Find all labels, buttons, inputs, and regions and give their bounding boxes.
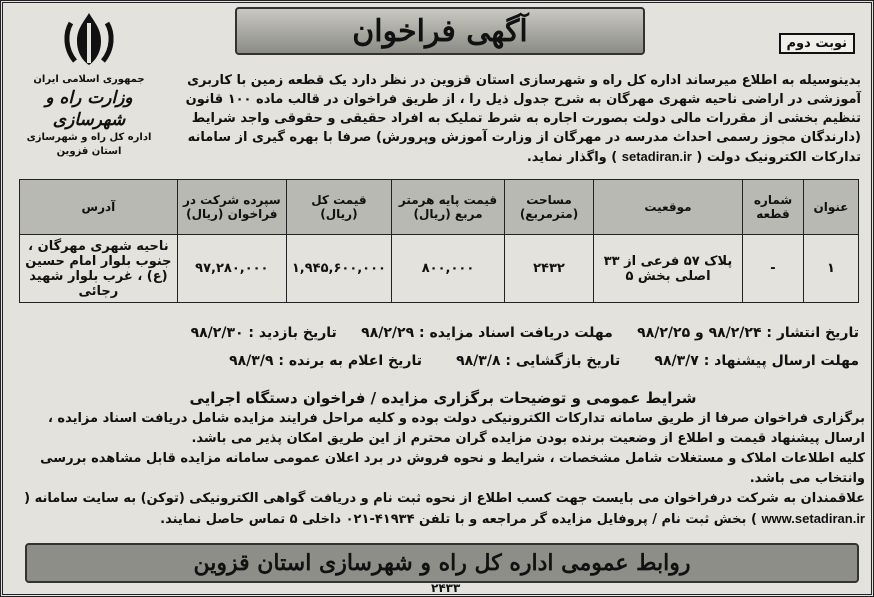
logo-country-text: جمهوری اسلامی ایران bbox=[33, 74, 145, 85]
ministry-logo bbox=[21, 9, 157, 157]
cell-location: پلاک ۵۷ فرعی از ۳۳ اصلی بخش ۵ bbox=[594, 235, 743, 303]
iran-emblem-icon bbox=[61, 9, 117, 69]
logo-office-text: اداره کل راه و شهرسازی استان قزوین bbox=[26, 132, 152, 157]
conditions-body bbox=[15, 409, 865, 530]
footer-bar bbox=[25, 543, 859, 583]
cell-base-price: ۸۰۰,۰۰۰ bbox=[392, 235, 505, 303]
opening-date-label: تاریخ بازگشایی : bbox=[505, 353, 621, 369]
intro-text: بدینوسیله به اطلاع میرساند اداره کل راه و شهرسازی استان قزوین در نظر دارد یک قطعه زمین با کاربری آموزشی در اراضی ناحیه شهری مهرگان به شرح جدول ذیل را ، از طریق فراخوان در قالب ماده ۱۰۰ قانون تنظیم بخشی از مقررات مالی دولت بصورت اجاره به شرط تملیک به افراد حقیقی و حقوقی واجد شرایط (دارندگان مجوز رسمی احداث مدرسه در مهرگان از وزارت آموزش وپرورش) صرفا با بهره گیری از سامانه تدارکات الکترونیک دولت ( bbox=[185, 73, 861, 165]
footer-public-relations: روابط عمومی اداره کل راه و شهرسازی استان قزوین bbox=[193, 550, 691, 576]
winner-date-label: تاریخ اعلام به برنده : bbox=[278, 353, 422, 369]
land-table-wrapper bbox=[19, 179, 859, 303]
cell-total-price: ۱,۹۴۵,۶۰۰,۰۰۰ bbox=[286, 235, 391, 303]
conditions-paragraph-3-end: ) بخش ثبت نام / پروفایل مزایده گر مراجعه و با تلفن ۴۱۹۳۴-۰۲۱ داخلی ۵ تماس حاصل نمایند. bbox=[160, 512, 757, 527]
conditions-title: شرایط عمومی و توضیحات برگزاری مزایده / فراخوان دستگاه اجرایی bbox=[189, 389, 697, 407]
table-header-row bbox=[20, 180, 859, 235]
dates-row-2 bbox=[19, 353, 859, 369]
cell-area: ۲۴۳۲ bbox=[505, 235, 594, 303]
col-header-location: موقعیت bbox=[594, 180, 743, 235]
col-header-base-price: قیمت پایه هرمتر مربع (ریال) bbox=[392, 180, 505, 235]
col-header-deposit: سپرده شرکت در فراخوان (ریال) bbox=[177, 180, 286, 235]
submit-deadline-value: ۹۸/۳/۷ bbox=[654, 353, 699, 369]
logo-ministry-text: وزارت راه و شهرسازی bbox=[45, 88, 133, 130]
visit-date-label: تاریخ بازدید : bbox=[248, 325, 337, 341]
opening-date-value: ۹۸/۳/۸ bbox=[456, 353, 501, 369]
col-header-title: عنوان bbox=[804, 180, 859, 235]
table-row bbox=[20, 235, 859, 303]
winner-date-value: ۹۸/۳/۹ bbox=[229, 353, 274, 369]
conditions-paragraph-1: برگزاری فراخوان صرفا از طریق سامانه تدارکات الکترونیکی دولت بوده و کلیه مراحل فرایند مزایده شامل دریافت اسناد مزایده ، ارسال پیشنهاد قیمت و اطلاع از وضعیت برنده بودن مزایده گران محترم از این طریق امکان پذیر می باشد. bbox=[47, 411, 865, 446]
publish-date-label: تاریخ انتشار : bbox=[766, 325, 859, 341]
announcement-title: آگهی فراخوان bbox=[352, 13, 528, 49]
cell-plot-number: - bbox=[743, 235, 804, 303]
setadiran-www-link[interactable]: www.setadiran.ir bbox=[761, 511, 865, 526]
docs-deadline-label: مهلت دریافت اسناد مزایده : bbox=[418, 325, 613, 341]
cell-deposit: ۹۷,۲۸۰,۰۰۰ bbox=[177, 235, 286, 303]
col-header-plot-number: شماره قطعه bbox=[743, 180, 804, 235]
dates-row-1 bbox=[19, 325, 859, 341]
col-header-area: مساحت (مترمربع) bbox=[505, 180, 594, 235]
intro-paragraph bbox=[161, 71, 861, 167]
col-header-address: آدرس bbox=[20, 180, 178, 235]
announcement-title-bar bbox=[235, 7, 645, 55]
round-badge: نوبت دوم bbox=[779, 33, 855, 54]
conditions-paragraph-2: کلیه اطلاعات املاک و مستغلات شامل مشخصات ، شرایط و نحوه فروش در برد اعلان عمومی سامانه مزایده قابل مشاهده بررسی وانتخاب می باشد. bbox=[40, 451, 865, 486]
col-header-total-price: قیمت کل (ریال) bbox=[286, 180, 391, 235]
conditions-paragraph-3 bbox=[15, 489, 865, 530]
setadiran-link[interactable]: setadiran.ir bbox=[621, 149, 692, 164]
ad-code: ۲۴۳۳ bbox=[431, 581, 461, 595]
cell-title: ۱ bbox=[804, 235, 859, 303]
docs-deadline-value: ۹۸/۲/۲۹ bbox=[361, 325, 415, 341]
submit-deadline-label: مهلت ارسال پیشنهاد : bbox=[703, 353, 859, 369]
cell-address: ناحیه شهری مهرگان ، جنوب بلوار امام حسین (ع) ، غرب بلوار شهید رجائی bbox=[20, 235, 178, 303]
conditions-paragraph-3-start: علاقمندان به شرکت درفراخوان می بایست جهت کسب اطلاع از نحوه ثبت نام و دریافت گواهی الکترونیکی (توکن) به سایت سامانه ( bbox=[24, 491, 865, 506]
visit-date-value: ۹۸/۲/۳۰ bbox=[190, 325, 244, 341]
land-table bbox=[19, 179, 859, 303]
intro-tail: ) واگذار نماید. bbox=[526, 150, 618, 165]
publish-date-value: ۹۸/۲/۲۴ و ۹۸/۲/۲۵ bbox=[637, 325, 762, 341]
